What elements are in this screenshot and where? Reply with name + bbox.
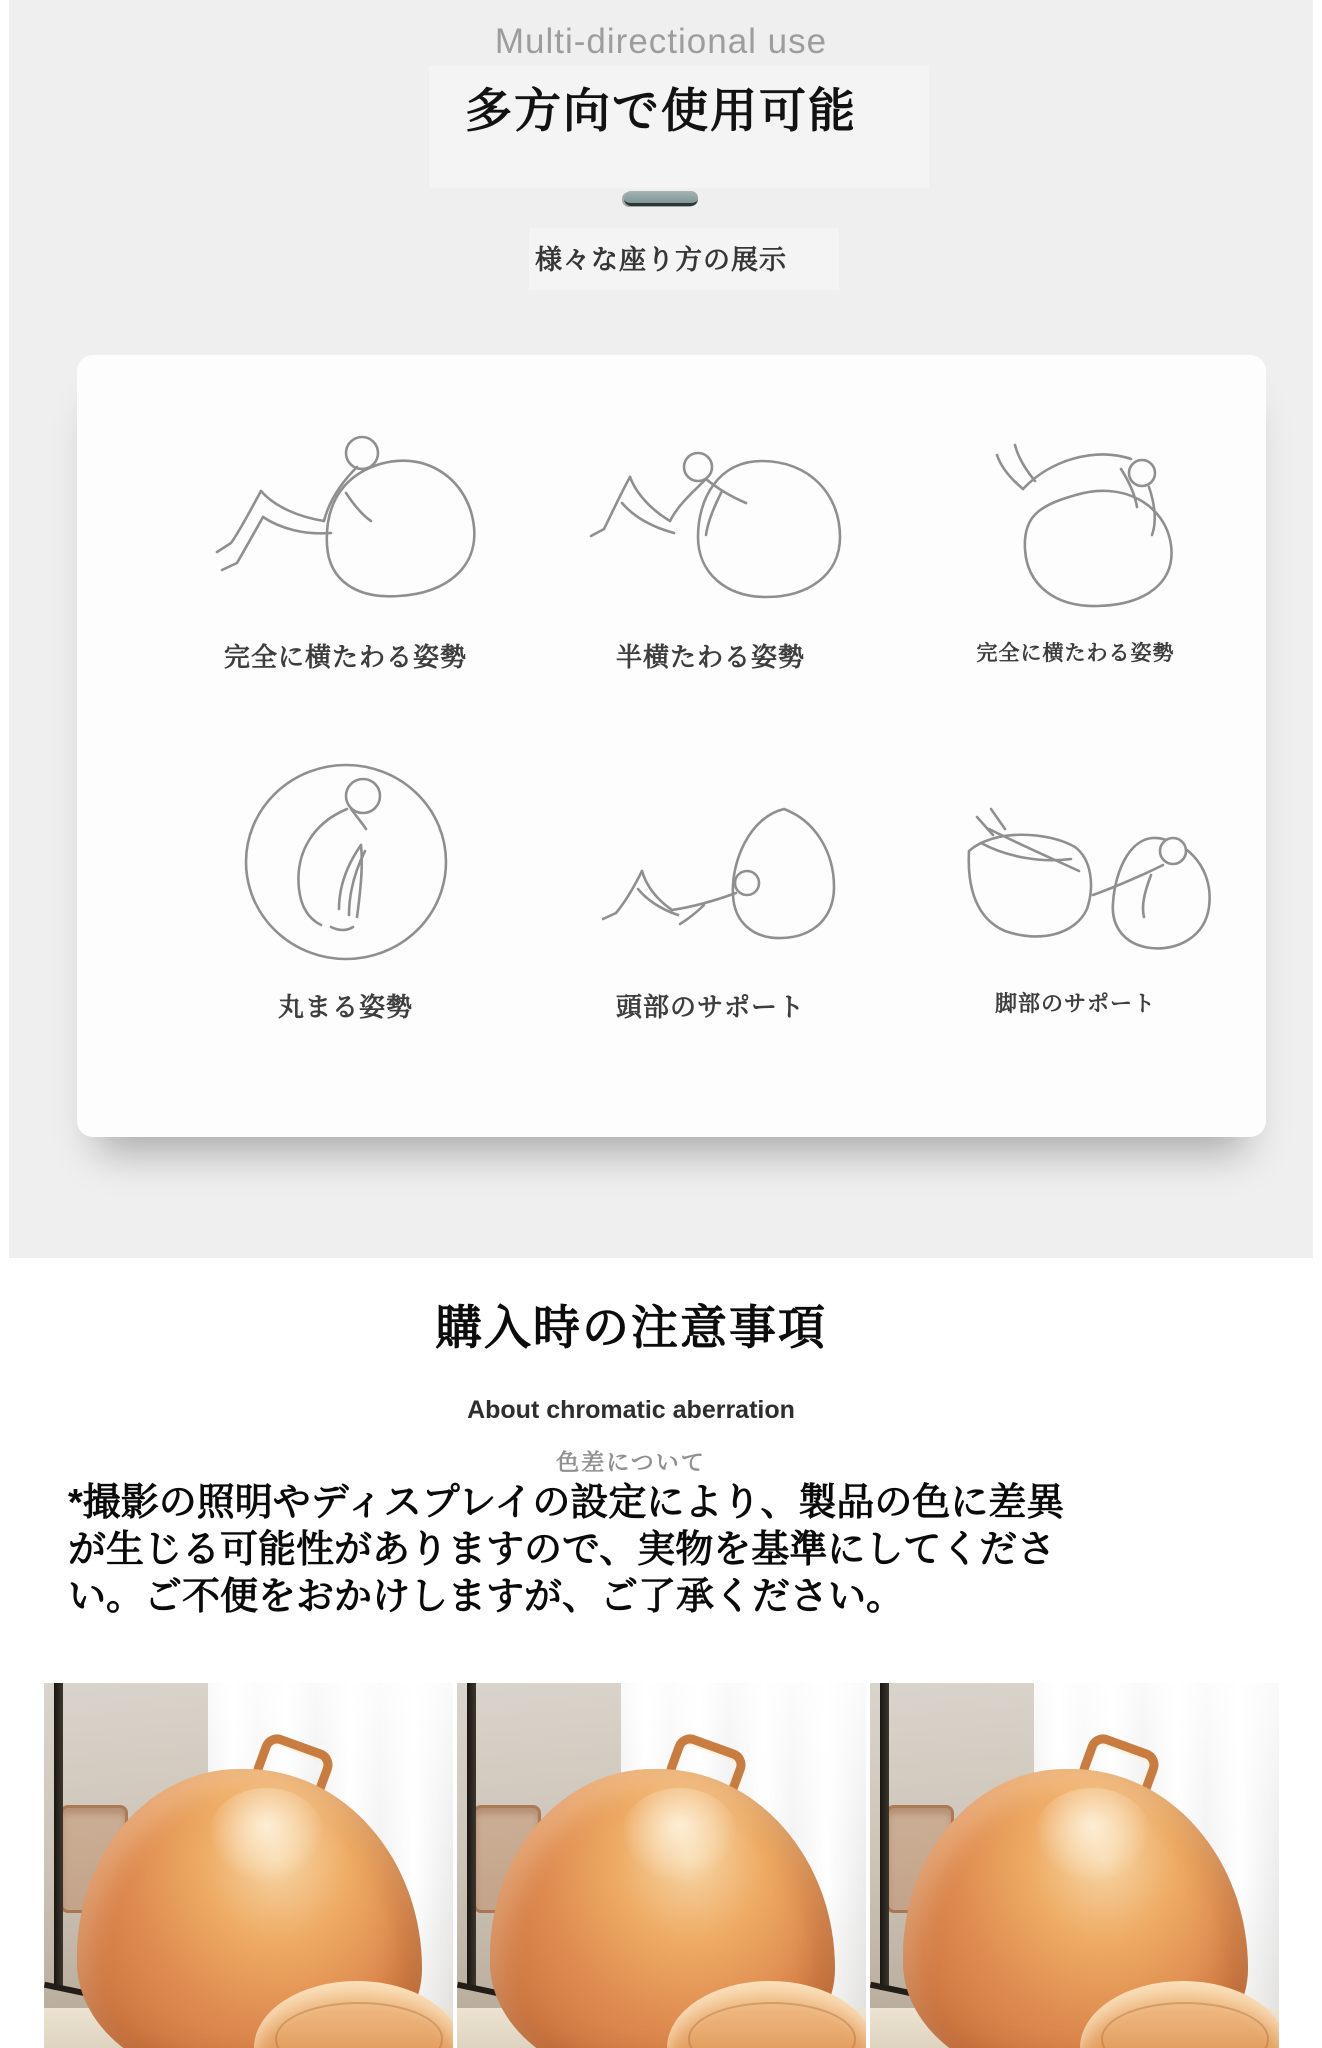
- poses-card: [77, 355, 1266, 1137]
- accent-divider-bar: [624, 191, 698, 206]
- pouf-seam: [1101, 2002, 1270, 2048]
- pose-label: 丸まる姿勢: [277, 992, 413, 1022]
- product-photo: [44, 1683, 453, 2048]
- multi-use-section: [9, 0, 1313, 1258]
- product-photo-strip: [44, 1683, 1279, 2048]
- notes-subtitle-en: About chromatic aberration: [467, 1396, 795, 1424]
- pose-label: 頭部のサポート: [615, 992, 805, 1022]
- section-title: 多方向で使用可能: [465, 84, 857, 137]
- color-disclaimer-text: *撮影の照明やディスプレイの設定により、製品の色に差異が生じる可能性がありますので、実物を基準にしてください。ご不便をおかけしますが、ご了承ください。: [68, 1482, 1065, 1619]
- pose-sketch-curled: [163, 685, 528, 977]
- product-photo: [870, 1683, 1279, 2048]
- product-photo: [457, 1683, 866, 2048]
- notes-subtitle-jp: 色差について: [556, 1449, 706, 1475]
- rack-pole: [880, 1683, 889, 1990]
- rack-pole: [54, 1683, 63, 1990]
- pose-sketch-head-support: [528, 685, 893, 977]
- rack-pole: [467, 1683, 476, 1990]
- pouf-seam: [688, 2002, 857, 2048]
- pose-sketch-full-recline: [163, 371, 528, 627]
- pose-label: 脚部のサポート: [994, 991, 1156, 1016]
- pose-sketch-lying-on-top: [893, 371, 1258, 627]
- beanbag-highlight: [621, 1788, 738, 1883]
- notes-section-title: 購入時の注意事項: [435, 1301, 827, 1354]
- beanbag-highlight: [1034, 1788, 1151, 1883]
- section-subheading: 様々な座り方の展示: [535, 245, 787, 275]
- pose-label: 完全に横たわる姿勢: [223, 642, 467, 672]
- pose-sketch-leg-support: [893, 685, 1258, 977]
- pouf-seam: [275, 2002, 444, 2048]
- section-subtitle-en: Multi-directional use: [494, 22, 828, 61]
- beanbag-highlight: [208, 1788, 325, 1883]
- pose-label: 半横たわる姿勢: [615, 642, 805, 672]
- pose-sketch-half-recline: [528, 371, 893, 627]
- pose-label: 完全に横たわる姿勢: [976, 642, 1175, 665]
